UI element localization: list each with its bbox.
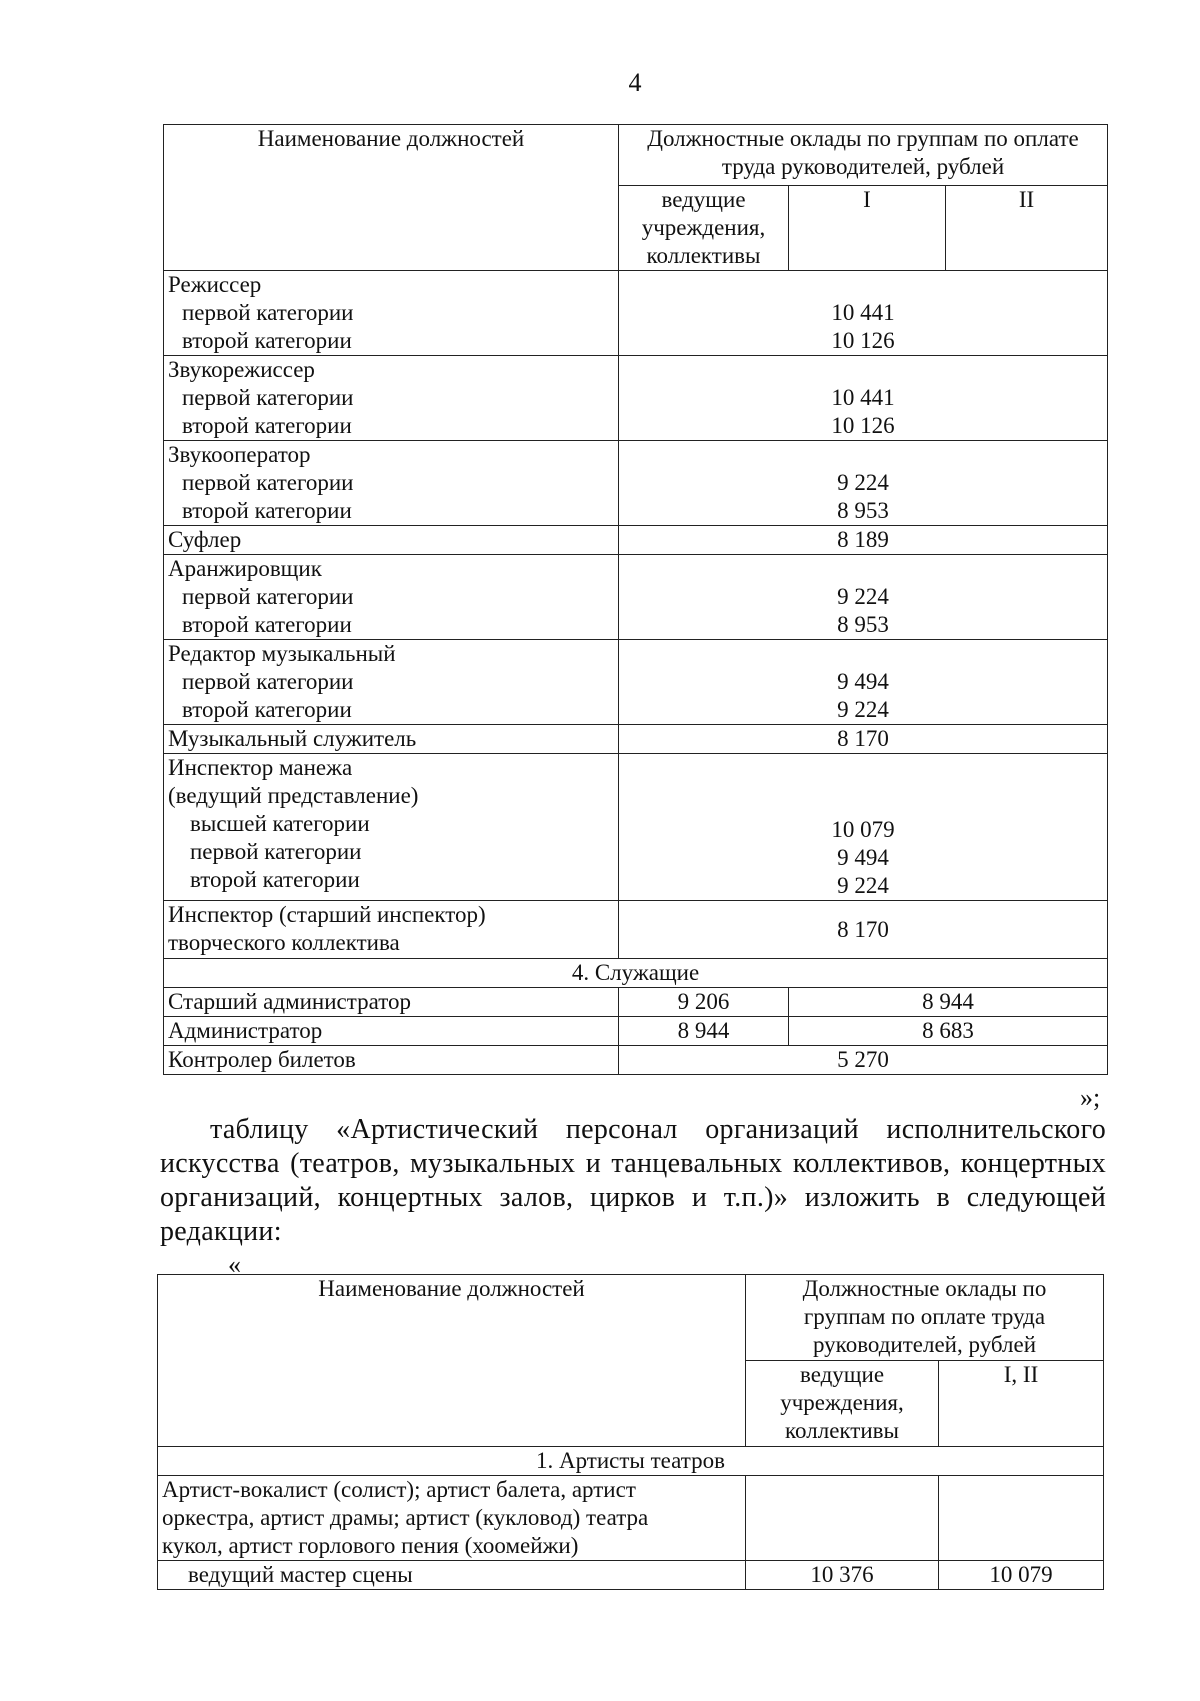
position-title: Аранжировщик <box>168 556 322 581</box>
salary-value-leading: 9 206 <box>619 988 789 1017</box>
salary-value: 9 224 <box>837 470 889 495</box>
header-leading-institutions: ведущие учреждения, коллективы <box>619 186 789 271</box>
category-label: первой категории <box>190 839 362 864</box>
salary-value: 8 170 <box>619 725 1108 754</box>
position-title-note: (ведущий представление) <box>168 783 419 808</box>
category-label: первой категории <box>182 470 354 495</box>
category-label: второй категории <box>182 413 352 438</box>
category-label: высшей категории <box>190 811 370 836</box>
position-title: Музыкальный служитель <box>164 725 619 754</box>
category-label: второй категории <box>182 612 352 637</box>
table-row <box>164 640 1108 725</box>
position-title: творческого коллектива <box>168 930 400 955</box>
position-title: Контролер билетов <box>164 1046 619 1075</box>
category-label: первой категории <box>182 300 354 325</box>
position-title: Инспектор (старший инспектор) <box>168 902 486 927</box>
salary-value-groups: 10 079 <box>939 1561 1104 1590</box>
table-row <box>164 725 1108 754</box>
position-title: ведущий мастер сцены <box>158 1561 746 1590</box>
amendment-text: таблицу «Артистический персонал организаций исполнительского искусства (театров, музыкальных и танцевальных коллективов, концертных организаций, концертных залов, цирков и т.п.)» изложить в следующей редакции: <box>160 1114 1106 1247</box>
opening-quote: « <box>228 1250 241 1279</box>
table-row <box>158 1476 1104 1561</box>
table-row <box>164 1046 1108 1075</box>
category-label: первой категории <box>182 584 354 609</box>
header-position-name: Наименование должностей <box>164 125 619 271</box>
category-label: второй категории <box>190 867 360 892</box>
table-row <box>158 1561 1104 1590</box>
salary-value: 5 270 <box>619 1046 1108 1075</box>
page-number: 4 <box>628 68 642 97</box>
salary-table-service-staff <box>163 124 1108 1075</box>
salary-value-groups: 8 944 <box>789 988 1108 1017</box>
table-row <box>164 988 1108 1017</box>
position-title: Старший администратор <box>164 988 619 1017</box>
position-title: Инспектор манежа <box>168 755 353 780</box>
position-title: Редактор музыкальный <box>168 641 396 666</box>
header-group-i-ii: I, II <box>939 1361 1104 1447</box>
amendment-paragraph <box>160 1113 1106 1249</box>
salary-value: 8 953 <box>837 498 889 523</box>
table-row <box>164 901 1108 959</box>
position-title: Суфлер <box>164 526 619 555</box>
section-heading: 4. Служащие <box>164 959 1108 988</box>
category-label: второй категории <box>182 697 352 722</box>
salary-value-groups: 8 683 <box>789 1017 1108 1046</box>
salary-value: 10 441 <box>831 385 895 410</box>
header-leading-institutions: ведущие учреждения, коллективы <box>746 1361 939 1447</box>
salary-value: 8 170 <box>619 901 1108 959</box>
position-title: Звукооператор <box>168 442 311 467</box>
header-salary-groups: Должностные оклады по группам по оплате труда руководителей, рублей <box>746 1275 1104 1361</box>
salary-value: 8 189 <box>619 526 1108 555</box>
category-label: первой категории <box>182 385 354 410</box>
salary-value: 10 126 <box>831 328 895 353</box>
table-row <box>164 555 1108 640</box>
table-row <box>164 526 1108 555</box>
table-row <box>164 356 1108 441</box>
table-row <box>164 441 1108 526</box>
salary-value-leading: 10 376 <box>746 1561 939 1590</box>
position-title: Режиссер <box>168 272 262 297</box>
closing-quote: »; <box>1080 1083 1101 1112</box>
salary-value: 9 224 <box>837 584 889 609</box>
salary-value: 8 953 <box>837 612 889 637</box>
header-salary-groups: Должностные оклады по группам по оплате труда руководителей, рублей <box>619 125 1108 186</box>
salary-value: 10 079 <box>831 817 895 842</box>
salary-value: 10 126 <box>831 413 895 438</box>
salary-table-artists <box>157 1274 1104 1590</box>
salary-value: 10 441 <box>831 300 895 325</box>
header-position-name: Наименование должностей <box>158 1275 746 1447</box>
position-title: Администратор <box>164 1017 619 1046</box>
salary-value: 9 224 <box>837 697 889 722</box>
section-heading: 1. Артисты театров <box>158 1447 1104 1476</box>
table-row <box>164 754 1108 901</box>
table-row <box>164 1017 1108 1046</box>
salary-value: 9 494 <box>837 845 889 870</box>
position-title: Звукорежиссер <box>168 357 315 382</box>
category-label: первой категории <box>182 669 354 694</box>
header-group-ii: II <box>946 186 1108 271</box>
category-label: второй категории <box>182 498 352 523</box>
salary-value-leading: 8 944 <box>619 1017 789 1046</box>
salary-value: 9 494 <box>837 669 889 694</box>
table-row <box>164 271 1108 356</box>
header-group-i: I <box>789 186 946 271</box>
salary-value: 9 224 <box>837 873 889 898</box>
category-label: второй категории <box>182 328 352 353</box>
position-description: Артист-вокалист (солист); артист балета, артист оркестра, артист драмы; артист (кукловод) театра кукол, артист горлового пения (хоомейжи) <box>158 1476 746 1561</box>
